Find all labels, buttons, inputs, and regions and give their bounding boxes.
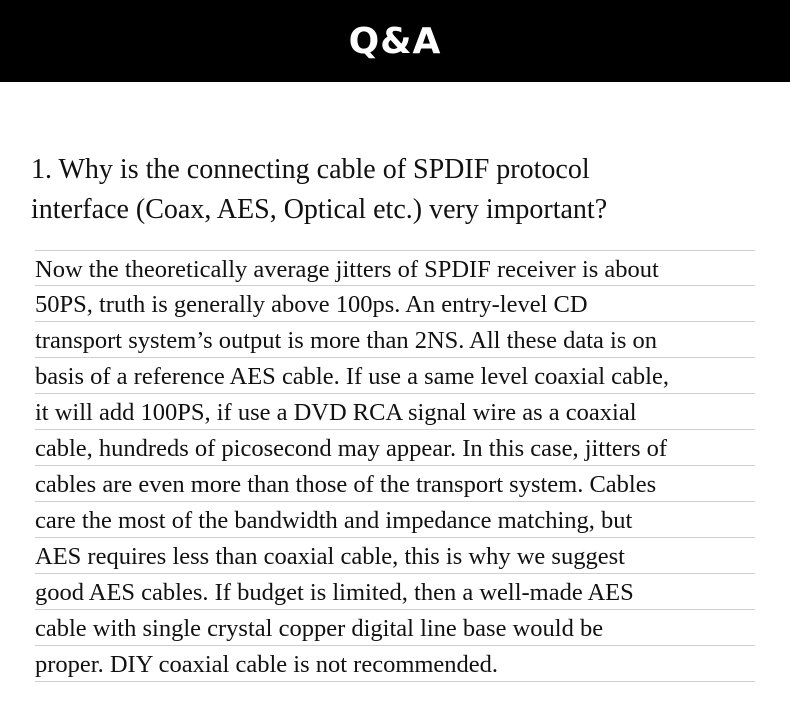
page-header bbox=[0, 0, 790, 82]
question-heading bbox=[31, 150, 771, 230]
answer-line: good AES cables. If budget is limited, then a well-made AES bbox=[35, 574, 755, 610]
question-line: interface (Coax, AES, Optical etc.) very important? bbox=[31, 194, 608, 225]
answer-line: basis of a reference AES cable. If use a same level coaxial cable, bbox=[35, 358, 755, 394]
answer-line: AES requires less than coaxial cable, this is why we suggest bbox=[35, 538, 755, 574]
header-title: Q&A bbox=[348, 20, 442, 62]
answer-line: 50PS, truth is generally above 100ps. An entry-level CD bbox=[35, 286, 755, 322]
answer-line: care the most of the bandwidth and impedance matching, but bbox=[35, 502, 755, 538]
answer-line: cable, hundreds of picosecond may appear. In this case, jitters of bbox=[35, 430, 755, 466]
question-line: 1. Why is the connecting cable of SPDIF protocol bbox=[31, 154, 590, 185]
answer-line: cable with single crystal copper digital line base would be bbox=[35, 610, 755, 646]
answer-line: Now the theoretically average jitters of SPDIF receiver is about bbox=[35, 250, 755, 286]
answer-text bbox=[35, 250, 755, 682]
answer-line: it will add 100PS, if use a DVD RCA signal wire as a coaxial bbox=[35, 394, 755, 430]
answer-line: cables are even more than those of the transport system. Cables bbox=[35, 466, 755, 502]
answer-line: proper. DIY coaxial cable is not recommended. bbox=[35, 646, 755, 682]
answer-line: transport system’s output is more than 2NS. All these data is on bbox=[35, 322, 755, 358]
